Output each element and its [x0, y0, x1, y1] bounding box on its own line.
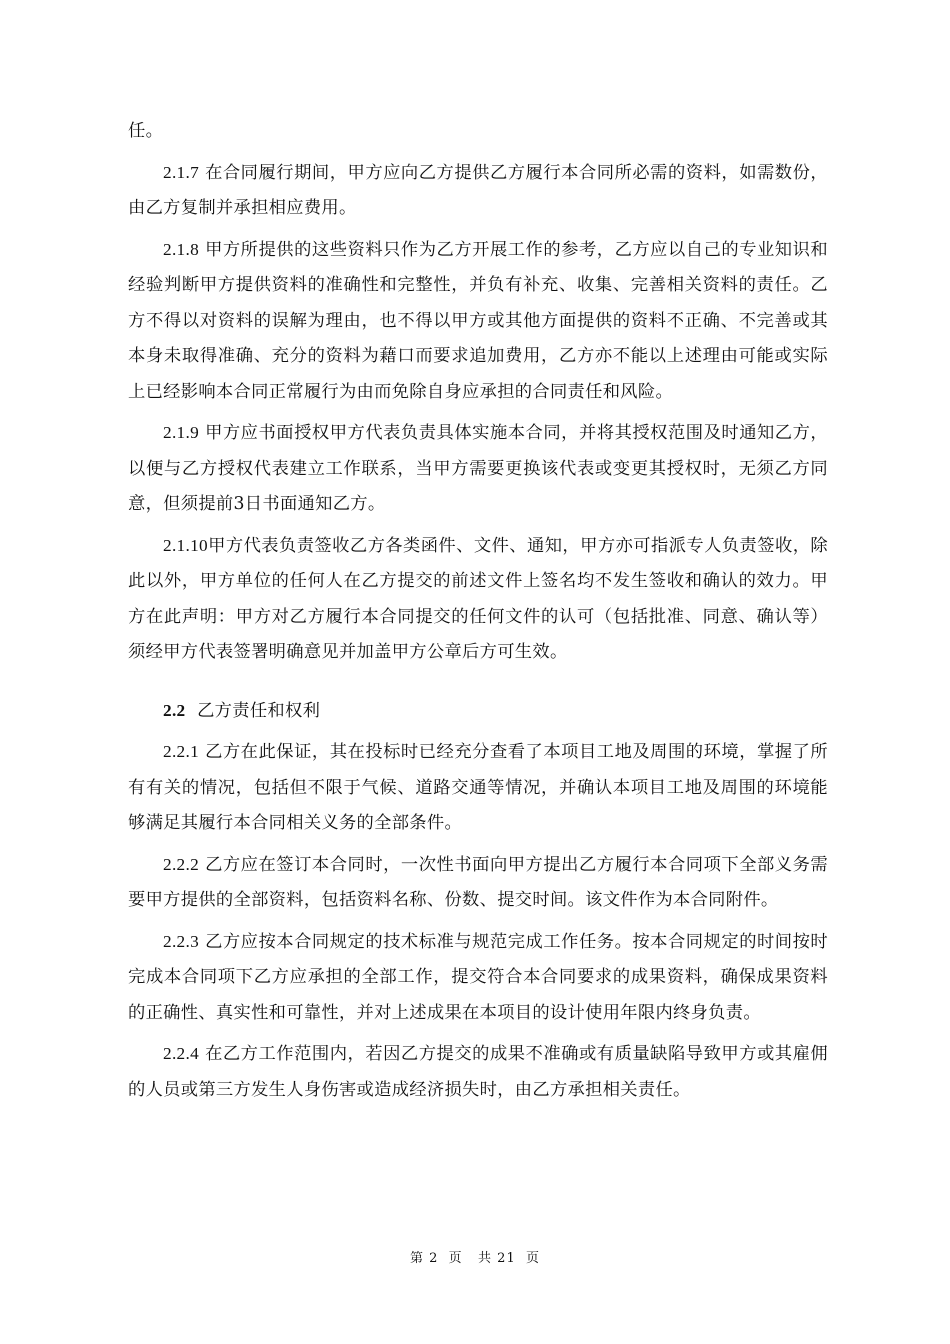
page-number: 第 2 页 共 21 页 — [409, 1251, 540, 1266]
continuation-text: 任。 — [128, 121, 164, 141]
clause-text: 在合同履行期间，甲方应向乙方提供乙方履行本合同所必需的资料，如需数份，由乙方复制并承担相应费用。 — [128, 162, 828, 218]
clause-2-1-10 — [128, 528, 828, 671]
clause-2-2-1 — [128, 734, 828, 842]
section-title: 乙方责任和权利 — [185, 700, 321, 721]
clause-number: 2.1.7 — [163, 162, 200, 182]
section-heading-2-2 — [128, 693, 828, 730]
clause-number: 2.1.10 — [163, 535, 209, 555]
document-body — [128, 114, 828, 1113]
clause-number: 2.1.8 — [163, 239, 200, 259]
clause-number: 2.2.3 — [163, 931, 200, 951]
clause-text: 乙方在此保证，其在投标时已经充分查看了本项目工地及周围的环境，掌握了所有有关的情况，包括但不限于气候、道路交通等情况，并确认本项目工地及周围的环境能够满足其履行本合同相关义务的全部条件。 — [128, 742, 828, 833]
clause-2-2-4 — [128, 1036, 828, 1108]
clause-2-2-3 — [128, 924, 828, 1032]
clause-2-1-8 — [128, 232, 828, 411]
clause-text: 甲方所提供的这些资料只作为乙方开展工作的参考，乙方应以自己的专业知识和经验判断甲方提供资料的准确性和完整性，并负有补充、收集、完善相关资料的责任。乙方不得以对资料的误解为理由，也不得以甲方或其他方面提供的资料不正确、不完善或其本身未取得准确、充分的资料为藉口而要求追加费用，乙方亦不能以上述理由可能或实际上已经影响本合同正常履行为由而免除自身应承担的合同责任和风险。 — [128, 239, 828, 402]
clause-text: 甲方代表负责签收乙方各类函件、文件、通知，甲方亦可指派专人负责签收，除此以外，甲方单位的任何人在乙方提交的前述文件上签名均不发生签收和确认的效力。甲方在此声明：甲方对乙方履行本合同提交的任何文件的认可（包括批准、同意、确认等）须经甲方代表签署明确意见并加盖甲方公章后方可生效。 — [128, 535, 828, 662]
clause-number: 2.2.1 — [163, 742, 200, 761]
clause-2-1-7 — [128, 155, 828, 227]
clause-number: 2.1.9 — [163, 423, 200, 442]
section-number: 2.2 — [163, 700, 186, 720]
clause-number: 2.2.4 — [163, 1044, 200, 1063]
clause-2-2-2 — [128, 847, 828, 919]
clause-2-1-9 — [128, 415, 828, 523]
clause-number: 2.2.2 — [163, 854, 200, 874]
page-footer — [0, 1247, 950, 1266]
clause-text: 甲方应书面授权甲方代表负责具体实施本合同，并将其授权范围及时通知乙方，以便与乙方授权代表建立工作联系，当甲方需要更换该代表或变更其授权时，无须乙方同意，但须提前3日书面通知乙方。 — [128, 423, 828, 514]
clause-text: 在乙方工作范围内，若因乙方提交的成果不准确或有质量缺陷导致甲方或其雇佣的人员或第三方发生人身伤害或造成经济损失时，由乙方承担相关责任。 — [128, 1044, 828, 1100]
clause-text: 乙方应按本合同规定的技术标准与规范完成工作任务。按本合同规定的时间按时完成本合同项下乙方应承担的全部工作，提交符合本合同要求的成果资料，确保成果资料的正确性、真实性和可靠性，并对上述成果在本项目的设计使用年限内终身负责。 — [128, 931, 828, 1023]
clause-text: 乙方应在签订本合同时，一次性书面向甲方提出乙方履行本合同项下全部义务需要甲方提供的全部资料，包括资料名称、份数、提交时间。该文件作为本合同附件。 — [128, 854, 828, 910]
